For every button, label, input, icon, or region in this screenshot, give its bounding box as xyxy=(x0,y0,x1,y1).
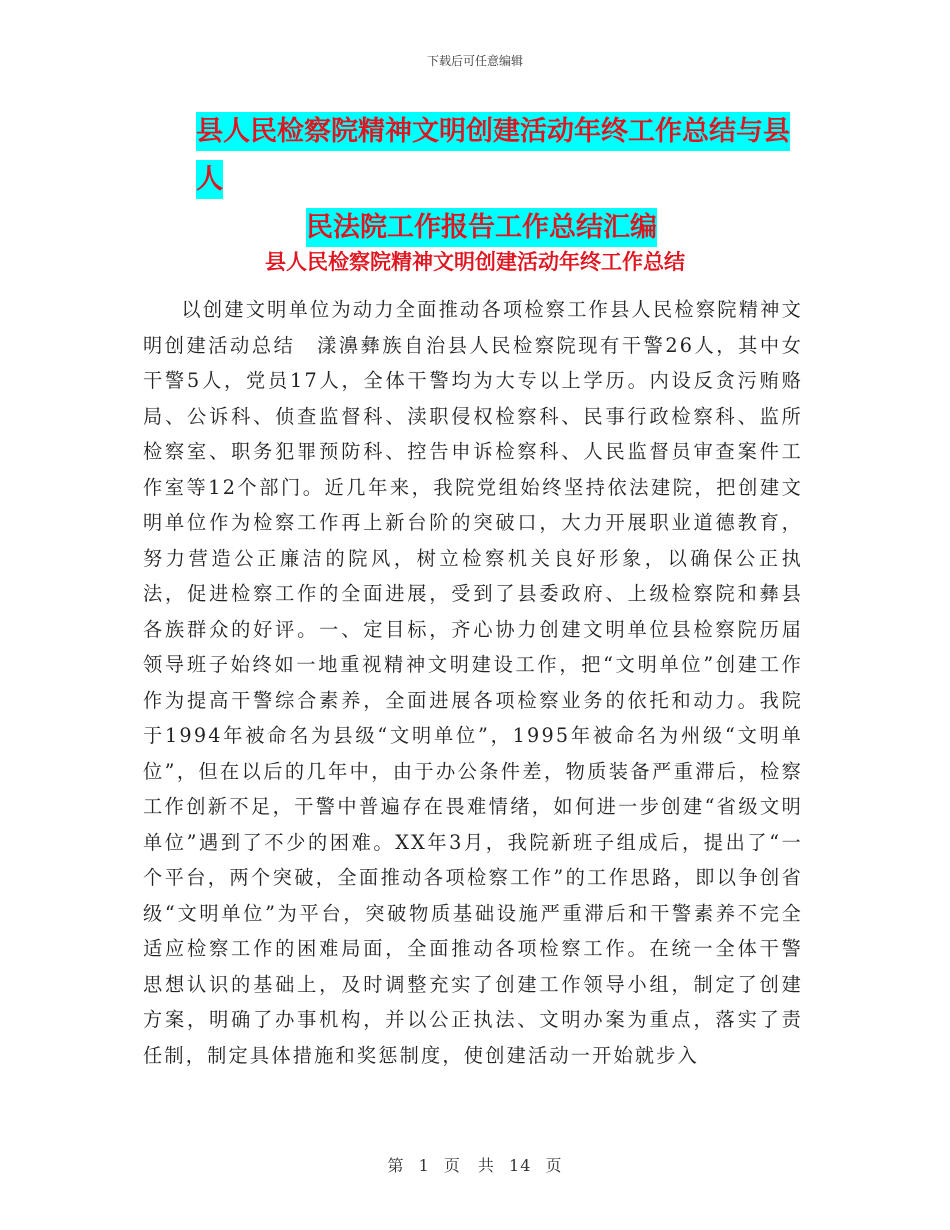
page-footer xyxy=(0,1153,950,1176)
footer-suffix: 页 xyxy=(545,1156,563,1175)
footer-middle: 页 共 xyxy=(443,1156,495,1175)
footer-prefix: 第 xyxy=(387,1156,405,1175)
footer-total-pages: 14 xyxy=(509,1156,532,1175)
section-title: 县人民检察院精神文明创建活动年终工作总结 xyxy=(265,249,685,274)
document-title-line-2: 民法院工作报告工作总结汇编 xyxy=(150,204,810,252)
body-paragraph: 以创建文明单位为动力全面推动各项检察工作县人民检察院精神文明创建活动总结 漾濞彝族自治县人民检察院现有干警26人，其中女干警5人，党员17人，全体干警均为大专以上学历。内设反贪污贿赂局、公诉科、侦查监督科、渎职侵权检察科、民事行政检察科、监所检察室、职务犯罪预防科、控告申诉检察科、人民监督员审查案件工作室等12个部门。近几年来，我院党组始终坚持依法建院，把创建文明单位作为检察工作再上新台阶的突破口，大力开展职业道德教育，努力营造公正廉洁的院风，树立检察机关良好形象，以确保公正执法，促进检察工作的全面进展，受到了县委政府、上级检察院和彝县各族群众的好评。一、定目标，齐心协力创建文明单位县检察院历届领导班子始终如一地重视精神文明建设工作，把“文明单位”创建工作作为提高干警综合素养，全面进展各项检察业务的依托和动力。我院于1994年被命名为县级“文明单位”，1995年被命名为州级“文明单位”，但在以后的几年中，由于办公条件差，物质装备严重滞后，检察工作创新不足，干警中普遍存在畏难情绪，如何进一步创建“省级文明单位”遇到了不少的困难。XX年3月，我院新班子组成后，提出了“一个平台，两个突破，全面推动各项检察工作”的工作思路，即以争创省级“文明单位”为平台，突破物质基础设施严重滞后和干警素养不完全适应检察工作的困难局面，全面推动各项检察工作。在统一全体干警思想认识的基础上，及时调整充实了创建工作领导小组，制定了创建方案，明确了办事机构，并以公正执法、文明办案为重点，落实了责任制，制定具体措施和奖惩制度，使创建活动一开始就步入 xyxy=(143,298,803,1067)
footer-current-page: 1 xyxy=(418,1156,430,1175)
document-title xyxy=(150,108,810,252)
document-title-line-1: 县人民检察院精神文明创建活动年终工作总结与县人 xyxy=(150,108,810,204)
page-header-note: 下载后可任意编辑 xyxy=(426,54,523,68)
